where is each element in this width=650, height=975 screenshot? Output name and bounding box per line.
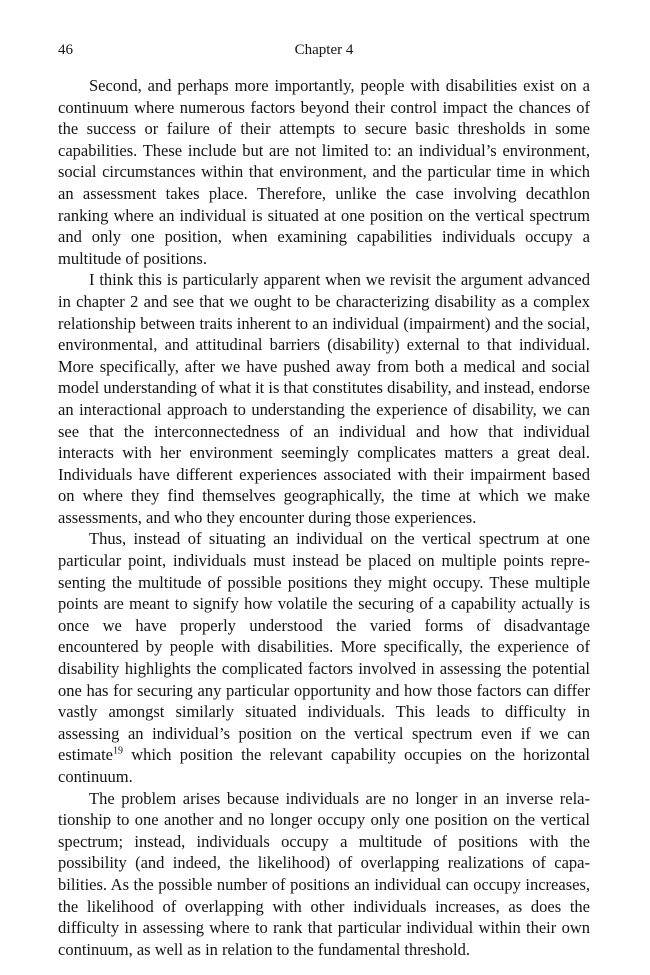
book-page — [58, 40, 590, 960]
paragraph-1: Second, and perhaps more importantly, people with disabilities exist on a continuum where numerous factors beyond their control impact the chances of the success or failure of their attempts to secure basic thresholds in some capabilities. These include but are not limited to: an individual’s environment, social circumstances within that environment, and the particular time in which an assessment takes place. Therefore, unlike the case involving decathlon ranking where an individual is situated at one position on the vertical spectrum and only one position, when examining capabilities individuals occupy a multitude of positions. — [58, 76, 590, 268]
paragraph-3-text-before: Thus, instead of situating an individual on the vertical spectrum at one particular point, individuals must instead be placed on multiple points representing the multitude of possible positions they might occupy. These multiple points are meant to signify how volatile the securing of a capability actually is once we have properly understood the varied forms of disadvantage encountered by people with disabilities. More specifically, the experience of disability highlights the complicated factors involved in assessing the potential one has for securing any particular opportunity and how those factors can differ vastly amongst similarly situated individuals. This leads to difficulty in assessing an individual’s position on the vertical spectrum even if we can estimate — [58, 529, 590, 765]
paragraph-3-text-after: which position the relevant capability occupies on the horizontal continuum. — [58, 745, 590, 786]
chapter-heading: Chapter 4 — [294, 42, 354, 58]
body-text — [58, 75, 590, 960]
paragraph-3 — [58, 528, 590, 787]
paragraph-4: The problem arises because individuals are no longer in an inverse relationship to one another and no longer occupy only one position on the vertical spectrum; instead, individuals occupy a multitude of positions with the possibility (and indeed, the likelihood) of overlapping realizations of capabilities. As the possible number of positions an individual can occupy increases, the likelihood of overlapping with other individuals increases, as does the difficulty in assessing where to rank that particular individual within their own continuum, as well as in relation to the fundamental threshold. — [58, 788, 590, 959]
page-number: 46 — [58, 42, 73, 58]
running-head — [58, 40, 590, 62]
footnote-reference: 19 — [112, 745, 123, 757]
paragraph-2: I think this is particularly apparent when we revisit the argument advanced in chapter 2 and see that we ought to be characterizing disability as a complex relationship between traits inherent to an individual (impairment) and the social, environmental, and attitudinal barriers (disability) external to that individual. More specifically, after we have pushed away from both a medical and social model understanding of what it is that constitutes disability, and instead, endorse an interactional approach to understanding the experience of disability, we can see that the interconnectedness of an individual and how that individual interacts with her environment seemingly complicates matters a great deal. Individuals have different experiences associated with their impairment based on where they find themselves geographically, the time at which we make assessments, and who they encounter during those experiences. — [58, 270, 590, 527]
